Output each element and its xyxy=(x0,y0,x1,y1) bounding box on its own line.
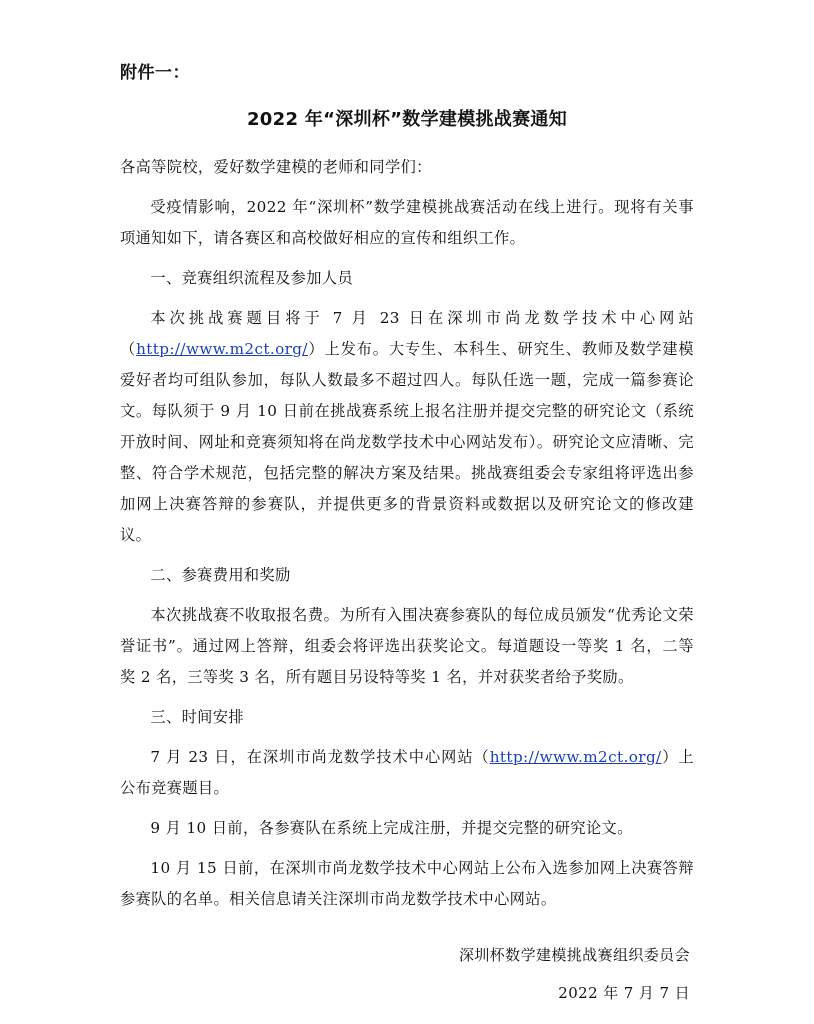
schedule-item-2: 9 月 10 日前，各参赛队在系统上完成注册，并提交完整的研究论文。 xyxy=(150,819,633,837)
attachment-label: 附件一： xyxy=(120,63,190,83)
schedule-item-1-text-before-link: 7 月 23 日，在深圳市尚龙数学技术中心网站（ xyxy=(150,748,490,766)
issue-date: 2022 年 7 月 7 日 xyxy=(558,984,690,1002)
section3-heading: 三、时间安排 xyxy=(150,708,244,726)
m2ct-website-link-2[interactable]: http://www.m2ct.org/ xyxy=(489,748,662,766)
schedule-item-3: 10 月 15 日前，在深圳市尚龙数学技术中心网站上公布入选参加网上决赛答辩参赛队的名单。相关信息请关注深圳市尚龙数学技术中心网站。 xyxy=(120,859,694,908)
document-body xyxy=(120,152,694,924)
section2-heading: 二、参赛费用和奖励 xyxy=(150,566,291,584)
salutation: 各高等院校，爱好数学建模的老师和同学们： xyxy=(120,158,432,176)
document-title: 2022 年“深圳杯”数学建模挑战赛通知 xyxy=(246,109,568,130)
schedule-item-1-text-after-link: ）上公布竞赛题目。 xyxy=(120,748,694,797)
section1-text-before-link: 本次挑战赛题目将于 7 月 23 日在深圳市尚龙数学技术中心网站（ xyxy=(120,309,694,358)
schedule-item-1 xyxy=(120,742,694,804)
intro-paragraph: 受疫情影响，2022 年“深圳杯”数学建模挑战赛活动在线上进行。现将有关事项通知如下，请各赛区和高校做好相应的宣传和组织工作。 xyxy=(120,198,694,247)
section1-paragraph xyxy=(120,303,694,551)
m2ct-website-link[interactable]: http://www.m2ct.org/ xyxy=(136,340,308,358)
section1-text-after-link: ）上发布。大专生、本科生、研究生、教师及数学建模爱好者均可组队参加，每队人数最多不超过四人。每队任选一题，完成一篇参赛论文。每队须于 9 月 10 日前在挑战赛系统上报名注册并提交完整的研究论文（系统开放时间、网址和竞赛须知将在尚龙数学技术中心网站发布）。研究论文应清晰、完整、符合学术规范，包括完整的解决方案及结果。挑战赛组委会专家组将评选出参加网上决赛答辩的参赛队，并提供更多的背景资料或数据以及研究论文的修改建议。 xyxy=(120,340,694,544)
section2-paragraph: 本次挑战赛不收取报名费。为所有入围决赛参赛队的每位成员颁发“优秀论文荣誉证书”。通过网上答辩，组委会将评选出获奖论文。每道题设一等奖 1 名，二等奖 2 名，三等奖 3 名，所有题目另设特等奖 1 名，并对获奖者给予奖励。 xyxy=(120,606,694,686)
organizer-signature: 深圳杯数学建模挑战赛组织委员会 xyxy=(458,946,690,964)
section1-heading: 一、竞赛组织流程及参加人员 xyxy=(150,269,354,287)
